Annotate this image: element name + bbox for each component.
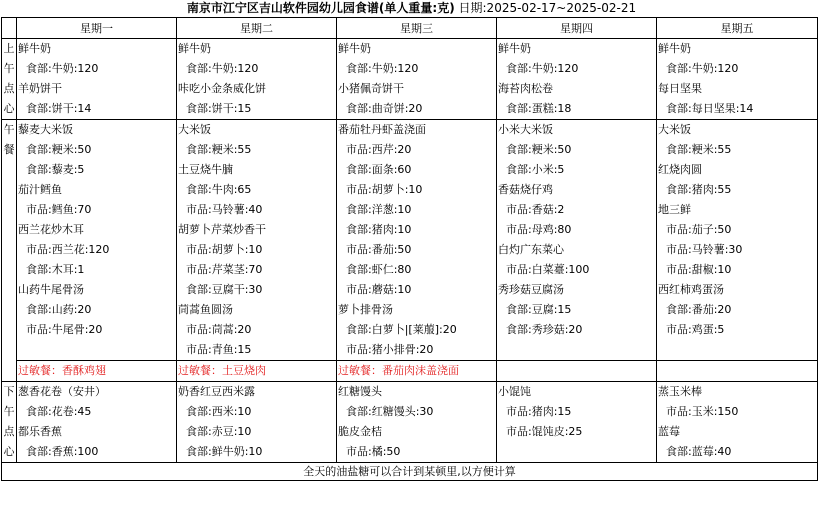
morning-snack-label: 上 午 点 心 — [2, 39, 17, 120]
ingredient-line: 食部:小米:5 — [506, 163, 565, 176]
dish-name: 西红柿鸡蛋汤 — [658, 283, 724, 296]
ingredient-line: 食部:白萝卜|[莱菔]:20 — [346, 323, 457, 336]
day-header: 星期一 — [17, 18, 177, 39]
ingredient-line: 食部:香蕉:100 — [26, 445, 99, 458]
ingredient-line: 食部:牛奶:120 — [186, 62, 259, 75]
menu-title — [0, 0, 823, 17]
afternoon-snack-row — [2, 382, 818, 463]
ingredient-line: 食部:每日坚果:14 — [666, 102, 754, 115]
ingredient-line: 食部:牛肉:65 — [186, 183, 252, 196]
allergy-note — [497, 361, 656, 381]
ingredient-line: 食部:粳米:55 — [186, 143, 252, 156]
dish-name: 西兰花炒木耳 — [18, 223, 84, 236]
day-header: 星期三 — [337, 18, 497, 39]
meal-cell — [657, 382, 818, 463]
dish-name: 都乐香蕉 — [18, 425, 62, 438]
allergy-cell — [337, 361, 497, 382]
day-header: 星期五 — [657, 18, 818, 39]
ingredient-line: 市品:番茄:50 — [346, 243, 412, 256]
meal-cell — [177, 382, 337, 463]
allergy-note: 过敏餐：香酥鸡翅 — [18, 364, 106, 377]
allergy-cell — [177, 361, 337, 382]
menu-table — [1, 17, 818, 481]
allergy-note: 过敏餐：番茄肉沫盖浇面 — [338, 364, 459, 377]
ingredient-line: 食部:番茄:20 — [666, 303, 732, 316]
afternoon-snack-label: 下 午 点 心 — [2, 382, 17, 463]
ingredient-line: 食部:曲奇饼:20 — [346, 102, 423, 115]
ingredient-line: 市品:茄子:50 — [666, 223, 732, 236]
dish-name: 香菇烧仔鸡 — [498, 183, 553, 196]
dish-name: 茄汁鳕鱼 — [18, 183, 62, 196]
dish-name: 大米饭 — [658, 123, 691, 136]
ingredient-line: 食部:粳米:50 — [26, 143, 92, 156]
ingredient-line: 食部:猪肉:55 — [666, 183, 732, 196]
dish-name: 小米大米饭 — [498, 123, 553, 136]
ingredient-line: 食部:牛奶:120 — [506, 62, 579, 75]
meal-cell — [497, 382, 657, 463]
allergy-row — [2, 361, 818, 382]
meal-cell — [337, 120, 497, 361]
dish-name: 咔吃小金条威化饼 — [178, 82, 266, 95]
dish-name: 海苔肉松卷 — [498, 82, 553, 95]
dish-name: 小猪佩奇饼干 — [338, 82, 404, 95]
ingredient-line: 市品:猪小排骨:20 — [346, 343, 434, 356]
dish-name: 小馄饨 — [498, 385, 531, 398]
dish-name: 红糖馒头 — [338, 385, 382, 398]
ingredient-line: 市品:鳕鱼:70 — [26, 203, 92, 216]
ingredient-line: 食部:红糖馒头:30 — [346, 405, 434, 418]
dish-name: 蓝莓 — [658, 425, 680, 438]
ingredient-line: 食部:秀珍菇:20 — [506, 323, 583, 336]
ingredient-line: 市品:蘑菇:10 — [346, 283, 412, 296]
dish-name: 大米饭 — [178, 123, 211, 136]
ingredient-line: 食部:粳米:55 — [666, 143, 732, 156]
morning-snack-row — [2, 39, 818, 120]
ingredient-line: 食部:蛋糕:18 — [506, 102, 572, 115]
meal-cell — [177, 120, 337, 361]
ingredient-line: 食部:牛奶:120 — [666, 62, 739, 75]
ingredient-line: 食部:蓝莓:40 — [666, 445, 732, 458]
ingredient-line: 市品:马铃薯:40 — [186, 203, 263, 216]
ingredient-line: 食部:虾仁:80 — [346, 263, 412, 276]
ingredient-line: 市品:馄饨皮:25 — [506, 425, 583, 438]
allergy-note — [657, 361, 817, 381]
ingredient-line: 市品:胡萝卜:10 — [346, 183, 423, 196]
ingredient-line: 食部:面条:60 — [346, 163, 412, 176]
dish-name: 胡萝卜芹菜炒香干 — [178, 223, 266, 236]
ingredient-line: 市品:甜椒:10 — [666, 263, 732, 276]
ingredient-line: 食部:饼干:14 — [26, 102, 92, 115]
menu-title-text: 南京市江宁区吉山软件园幼儿园食谱(单人重量:克) — [186, 1, 455, 15]
ingredient-line: 食部:豆腐:15 — [506, 303, 572, 316]
meal-cell — [17, 382, 177, 463]
ingredient-line: 市品:茼蒿:20 — [186, 323, 252, 336]
lunch-row — [2, 120, 818, 361]
dish-name: 山药牛尾骨汤 — [18, 283, 84, 296]
meal-cell — [337, 39, 497, 120]
ingredient-line: 食部:藜麦:5 — [26, 163, 85, 176]
ingredient-line: 市品:西兰花:120 — [26, 243, 110, 256]
meal-cell — [337, 382, 497, 463]
meal-cell — [657, 120, 818, 361]
ingredient-line: 食部:牛奶:120 — [26, 62, 99, 75]
ingredient-line: 食部:洋葱:10 — [346, 203, 412, 216]
meal-cell — [497, 120, 657, 361]
ingredient-line: 食部:花卷:45 — [26, 405, 92, 418]
ingredient-line: 市品:青鱼:15 — [186, 343, 252, 356]
dish-name: 鲜牛奶 — [658, 42, 691, 55]
menu-date-range: 日期:2025-02-17~2025-02-21 — [458, 1, 637, 15]
dish-name: 鲜牛奶 — [498, 42, 531, 55]
footer-row — [2, 463, 818, 481]
day-header: 星期二 — [177, 18, 337, 39]
dish-name: 羊奶饼干 — [18, 82, 62, 95]
allergy-note: 过敏餐：土豆烧肉 — [178, 364, 266, 377]
ingredient-line: 食部:木耳:1 — [26, 263, 85, 276]
dish-name: 脆皮金桔 — [338, 425, 382, 438]
ingredient-line: 市品:西芹:20 — [346, 143, 412, 156]
dish-name: 鲜牛奶 — [18, 42, 51, 55]
dish-name: 每日坚果 — [658, 82, 702, 95]
dish-name: 蒸玉米棒 — [658, 385, 702, 398]
dish-name: 番茄牡丹虾盖浇面 — [338, 123, 426, 136]
allergy-cell — [657, 361, 818, 382]
day-header: 星期四 — [497, 18, 657, 39]
ingredient-line: 市品:鸡蛋:5 — [666, 323, 725, 336]
meal-cell — [497, 39, 657, 120]
dish-name: 茼蒿鱼圆汤 — [178, 303, 233, 316]
dish-name: 鲜牛奶 — [338, 42, 371, 55]
ingredient-line: 食部:豆腐干:30 — [186, 283, 263, 296]
ingredient-line: 市品:猪肉:15 — [506, 405, 572, 418]
lunch-label: 午 餐 — [2, 120, 17, 382]
meal-cell — [177, 39, 337, 120]
meal-cell — [657, 39, 818, 120]
dish-name: 秀珍菇豆腐汤 — [498, 283, 564, 296]
dish-name: 葱香花卷（安井） — [18, 385, 106, 398]
dish-name: 藜麦大米饭 — [18, 123, 73, 136]
dish-name: 白灼广东菜心 — [498, 243, 564, 256]
ingredient-line: 市品:玉米:150 — [666, 405, 739, 418]
dish-name: 鲜牛奶 — [178, 42, 211, 55]
dish-name: 红烧肉圆 — [658, 163, 702, 176]
meal-cell — [17, 39, 177, 120]
ingredient-line: 食部:赤豆:10 — [186, 425, 252, 438]
ingredient-line: 市品:胡萝卜:10 — [186, 243, 263, 256]
ingredient-line: 市品:牛尾骨:20 — [26, 323, 103, 336]
ingredient-line: 市品:香菇:2 — [506, 203, 565, 216]
ingredient-line: 食部:牛奶:120 — [346, 62, 419, 75]
day-header-row — [2, 18, 818, 39]
ingredient-line: 食部:猪肉:10 — [346, 223, 412, 236]
dish-name: 萝卜排骨汤 — [338, 303, 393, 316]
ingredient-line: 市品:母鸡:80 — [506, 223, 572, 236]
ingredient-line: 市品:芹菜茎:70 — [186, 263, 263, 276]
dish-name: 土豆烧牛腩 — [178, 163, 233, 176]
ingredient-line: 食部:粳米:50 — [506, 143, 572, 156]
ingredient-line: 食部:西米:10 — [186, 405, 252, 418]
ingredient-line: 食部:山药:20 — [26, 303, 92, 316]
corner-cell — [2, 18, 17, 39]
ingredient-line: 市品:马铃薯:30 — [666, 243, 743, 256]
dish-name: 地三鲜 — [658, 203, 691, 216]
allergy-cell — [17, 361, 177, 382]
dish-name: 奶香红豆西米露 — [178, 385, 255, 398]
allergy-cell — [497, 361, 657, 382]
ingredient-line: 食部:饼干:15 — [186, 102, 252, 115]
ingredient-line: 食部:鲜牛奶:10 — [186, 445, 263, 458]
ingredient-line: 市品:橘:50 — [346, 445, 401, 458]
ingredient-line: 市品:白菜薹:100 — [506, 263, 590, 276]
meal-cell — [17, 120, 177, 361]
footer-note: 全天的油盐糖可以合计到某顿里,以方便计算 — [2, 463, 818, 481]
